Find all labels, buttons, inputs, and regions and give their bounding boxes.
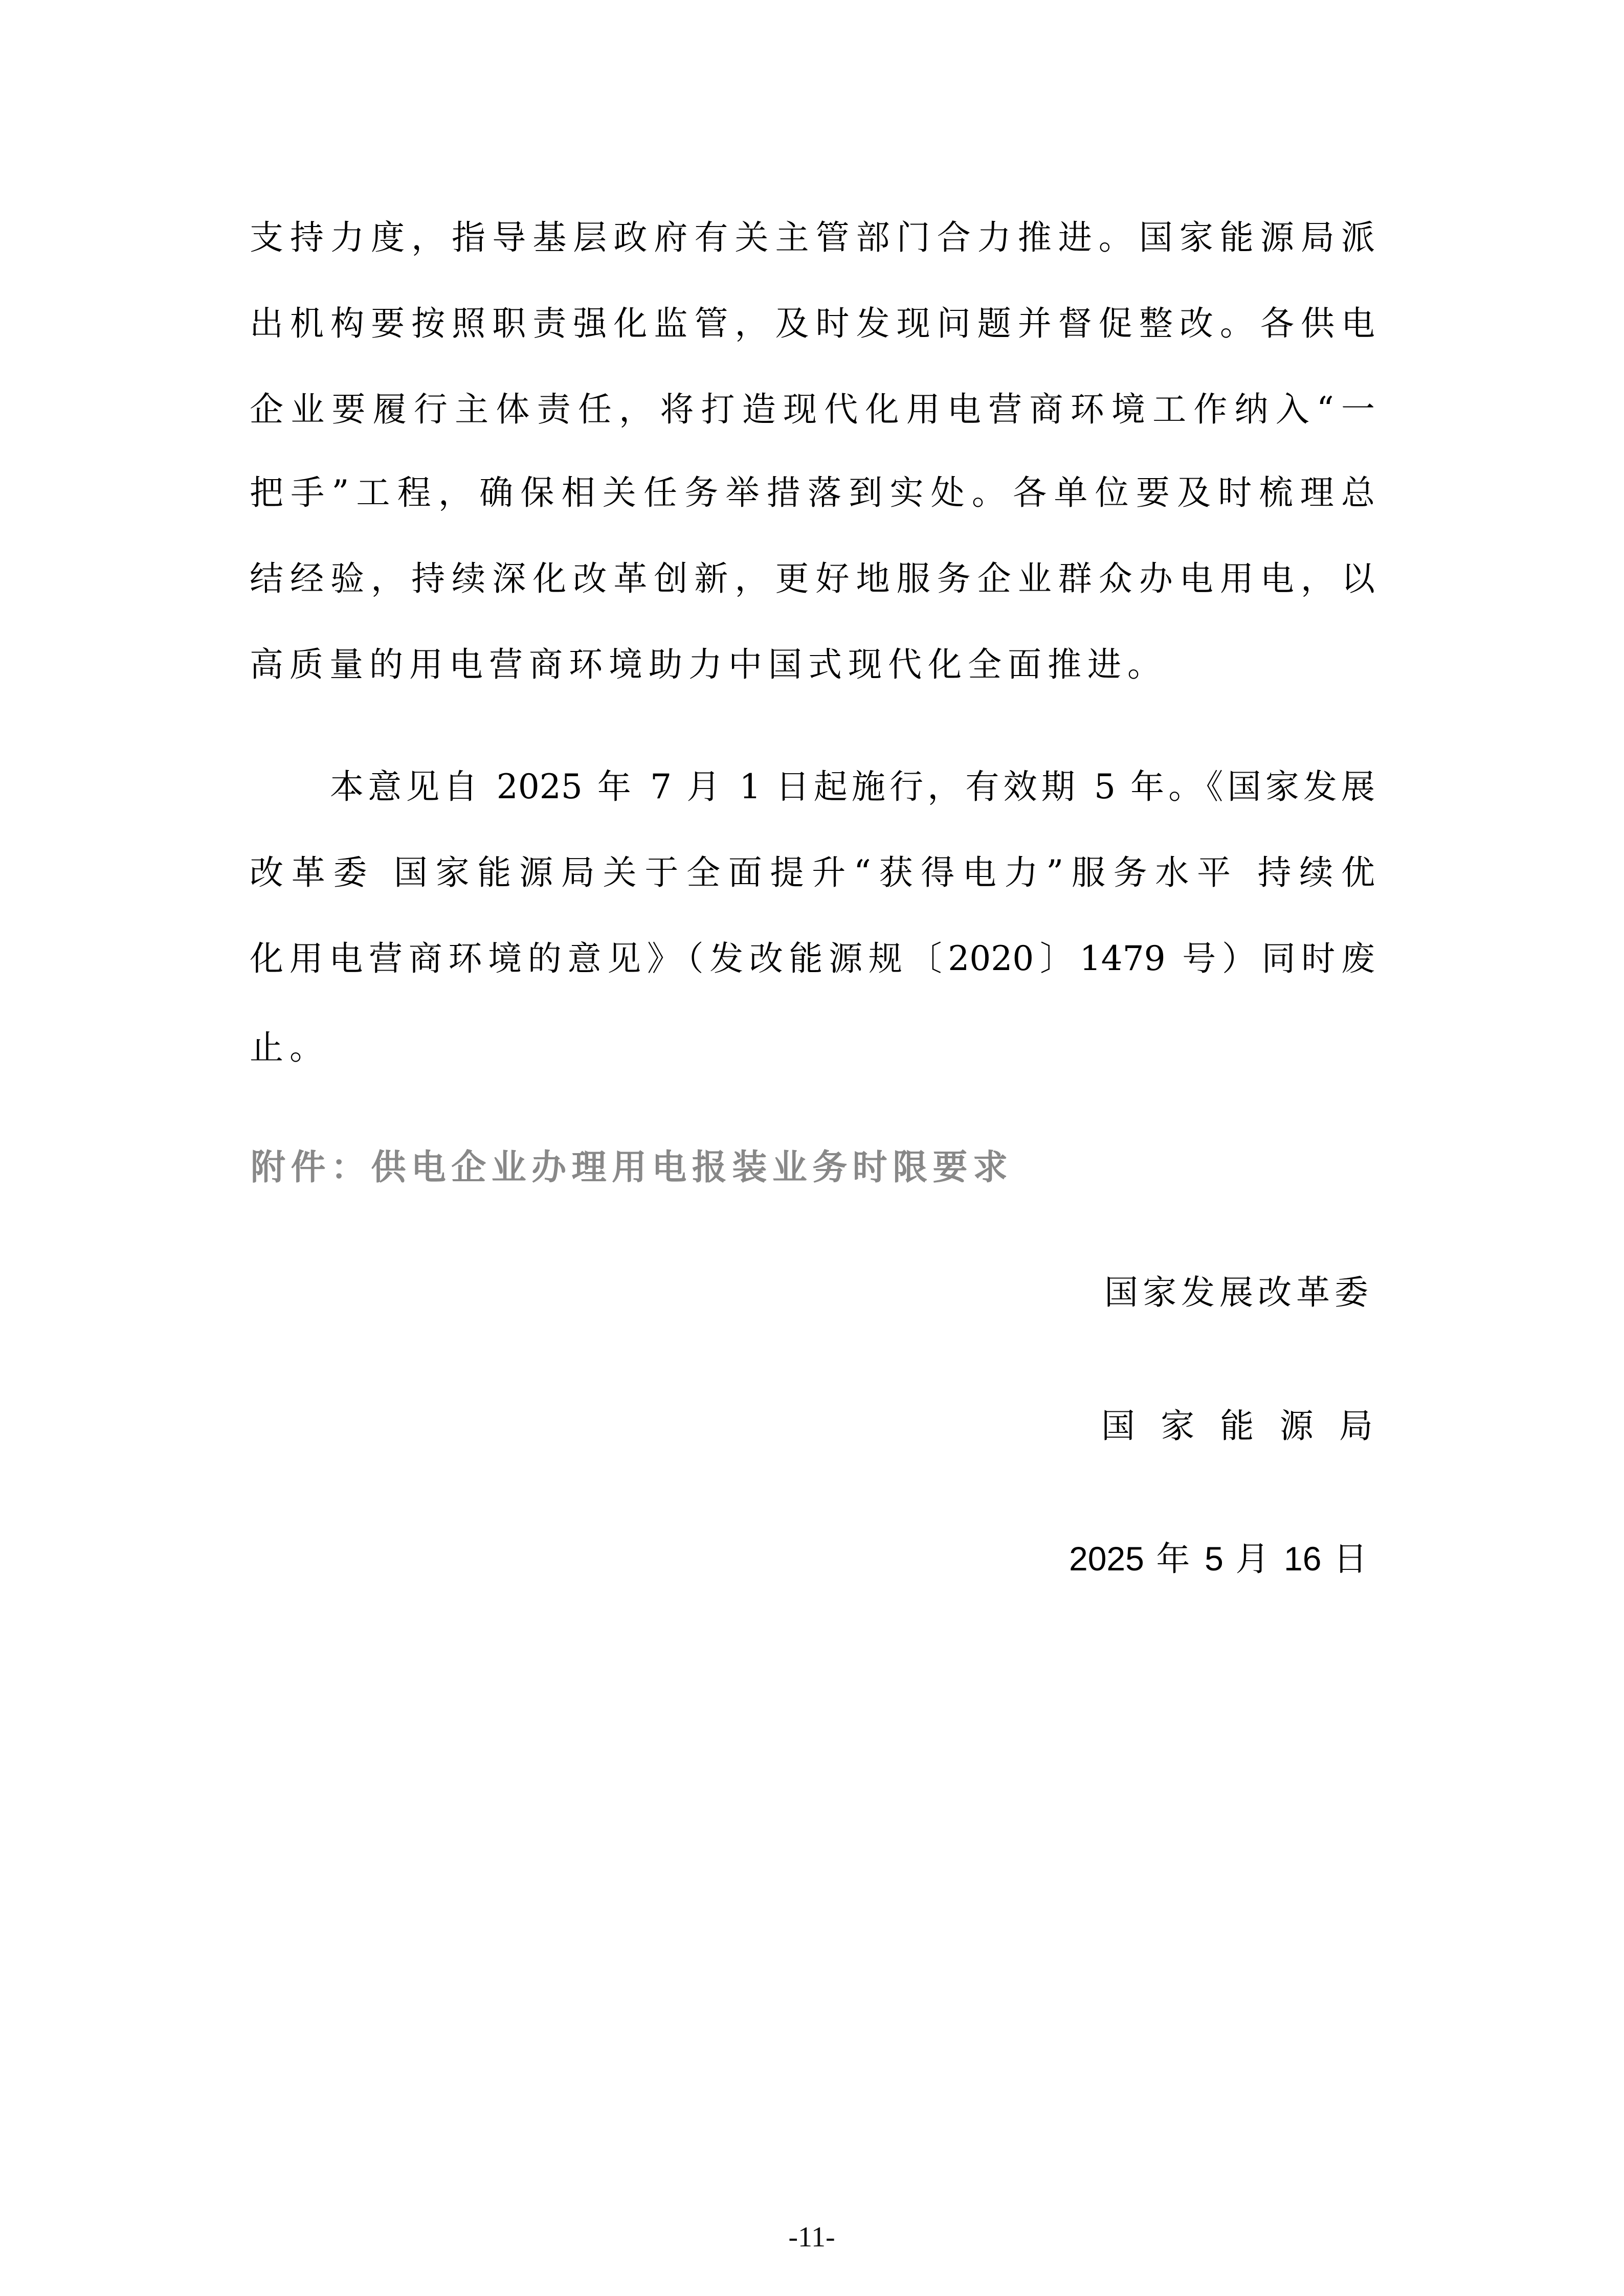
signature-date: 2025 年 5 月 16 日: [1069, 1540, 1367, 1578]
signature-issuer-ndrc: 国家发展改革委: [1104, 1273, 1368, 1312]
signature-issuer-nea: 国 家 能 源 局: [1101, 1406, 1373, 1446]
text-line: 本意见自 2025 年 7 月 1 日起施行，有效期 5 年。《国家发展: [330, 767, 1375, 806]
text-line: 企业要履行主体责任，将打造现代化用电营商环境工作纳入“一: [250, 390, 1375, 429]
text-line: 把手”工程，确保相关任务举措落到实处。各单位要及时梳理总: [250, 473, 1375, 512]
text-line: 化用电营商环境的意见》（发改能源规〔2020〕1479 号）同时废: [250, 939, 1375, 978]
text-line: 高质量的用电营商环境助力中国式现代化全面推进。: [250, 645, 1167, 684]
text-line: 结经验，持续深化改革创新，更好地服务企业群众办电用电，以: [250, 559, 1375, 598]
page-number: -11-: [788, 2221, 835, 2253]
text-line: 改革委 国家能源局关于全面提升“获得电力”服务水平 持续优: [250, 853, 1375, 892]
text-line: 支持力度，指导基层政府有关主管部门合力推进。国家能源局派: [250, 218, 1375, 257]
text-line: 止。: [250, 1028, 329, 1067]
attachment-reference: 附件：供电企业办理用电报装业务时限要求: [251, 1147, 1008, 1188]
text-line: 出机构要按照职责强化监管，及时发现问题并督促整改。各供电: [250, 304, 1375, 343]
